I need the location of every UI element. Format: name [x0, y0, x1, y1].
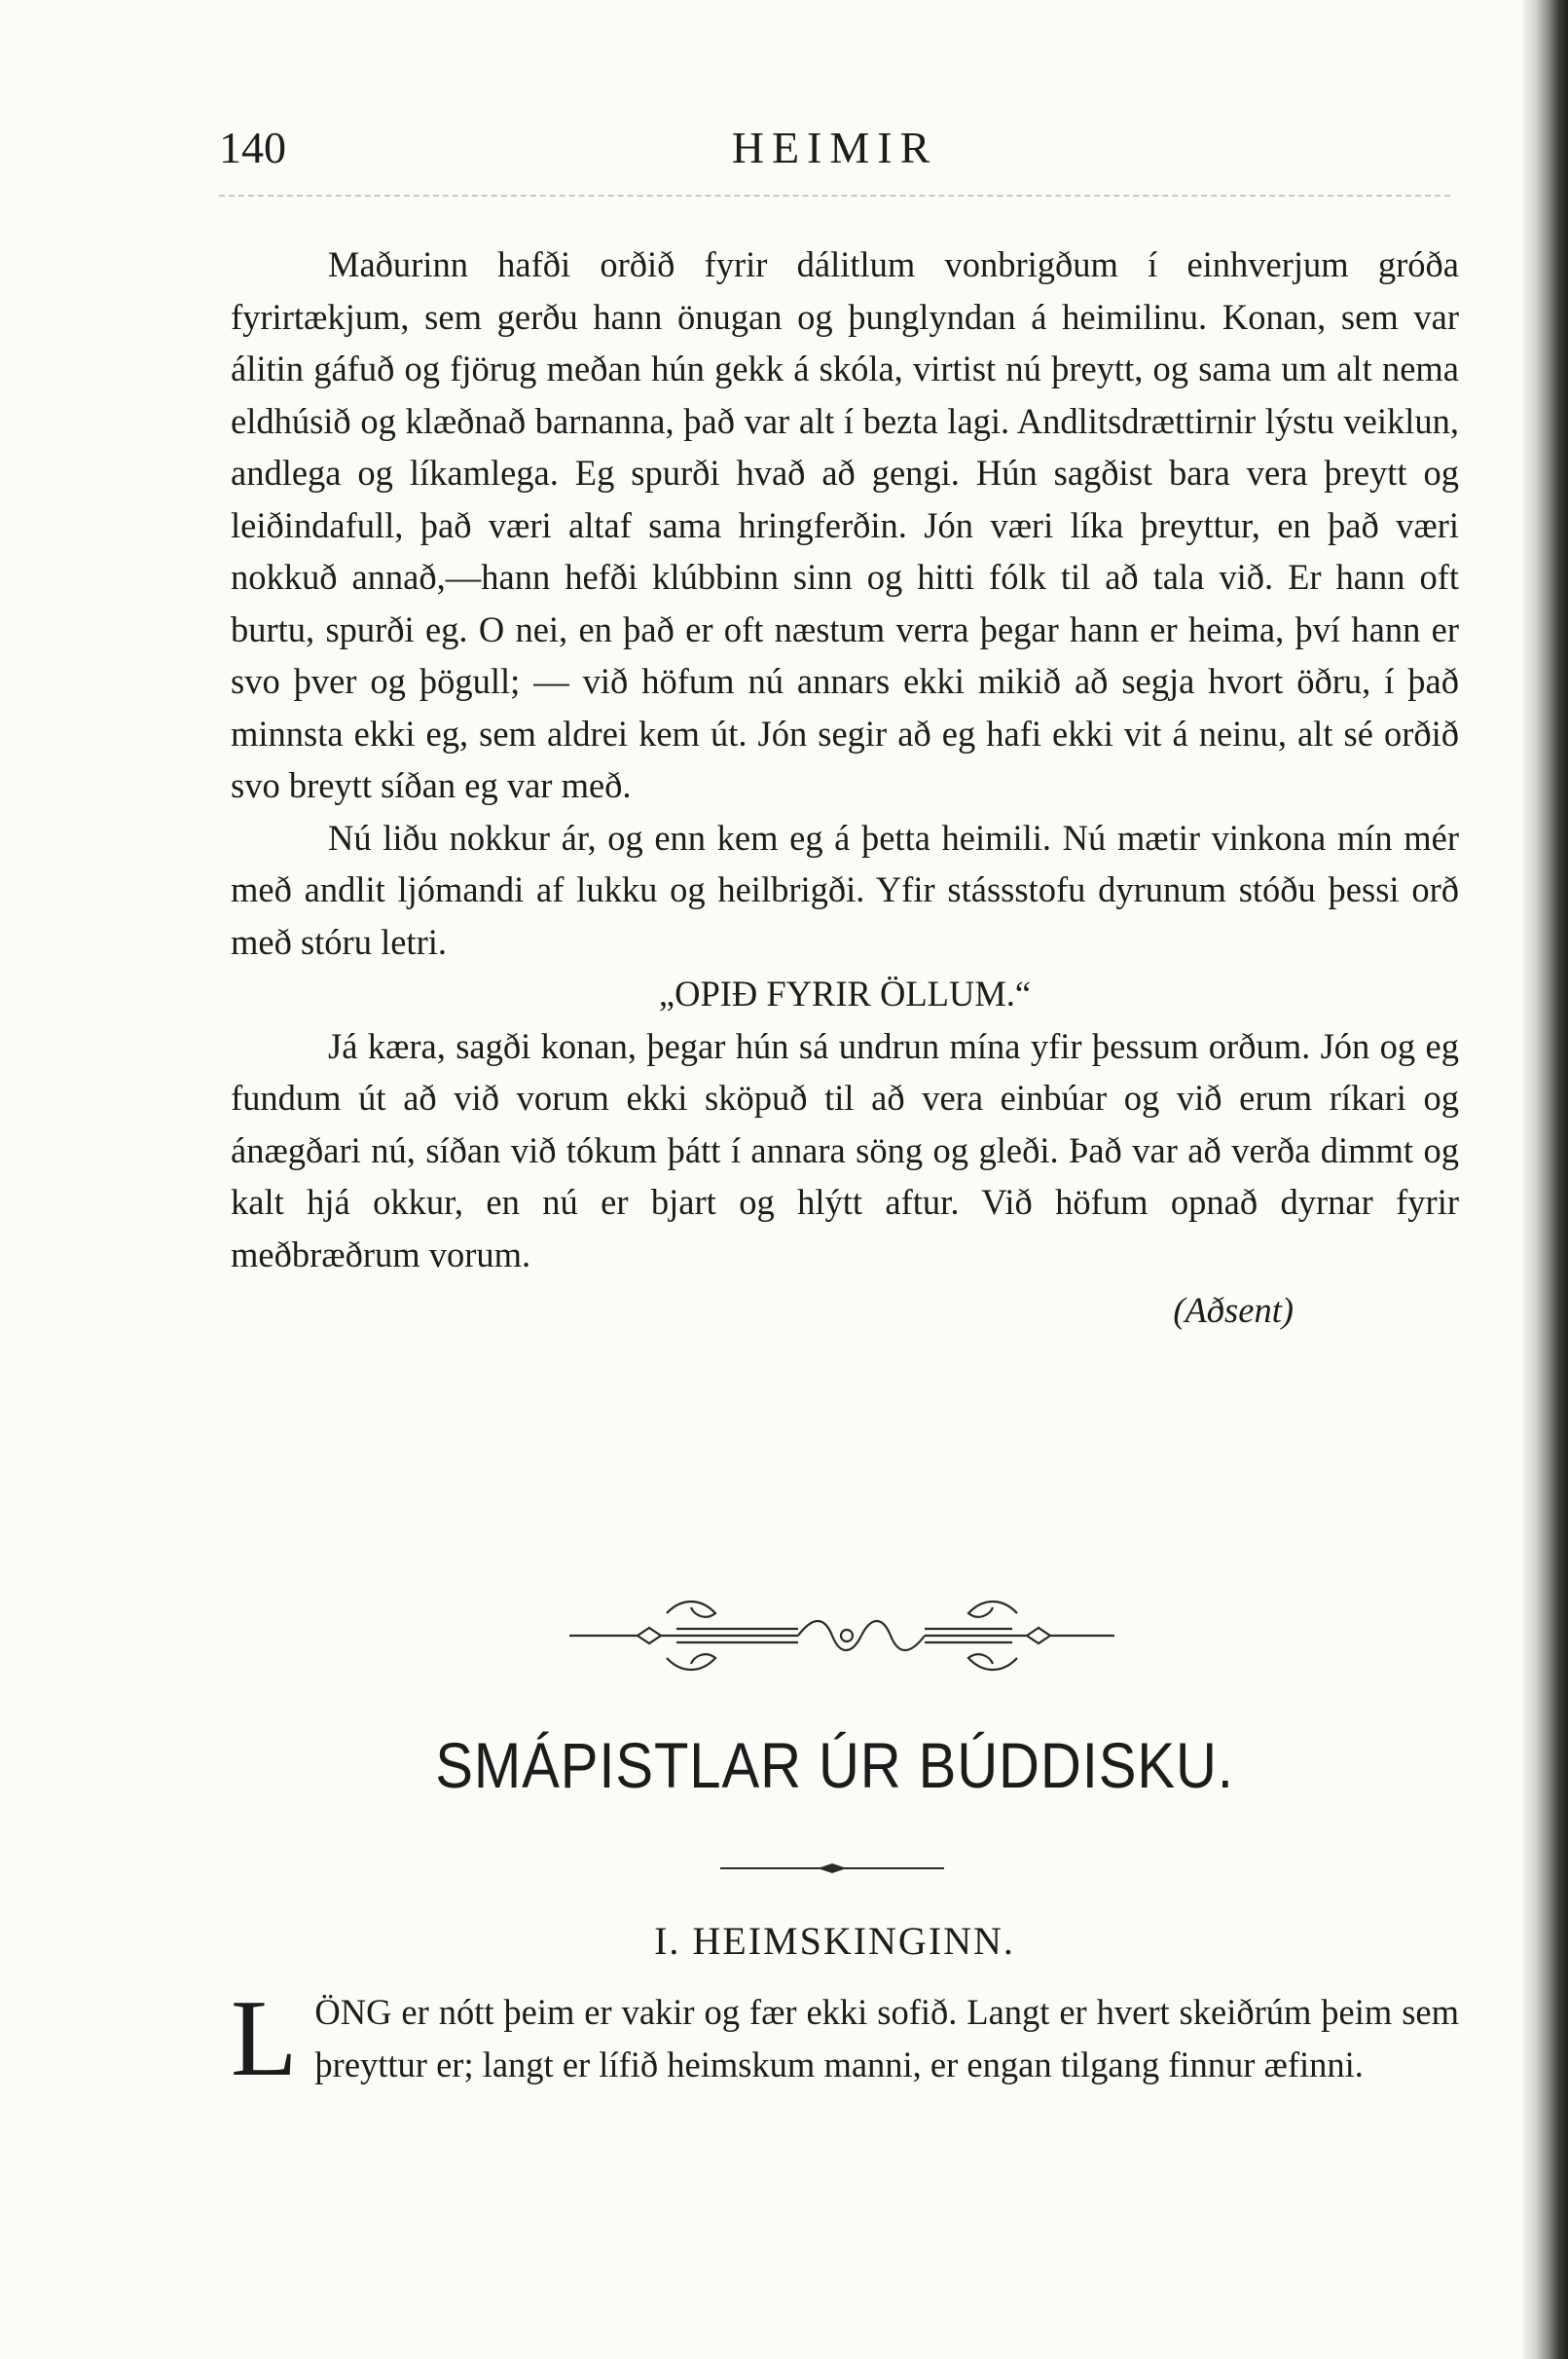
opening-text: ÖNG er nótt þeim er vakir og fær ekki sofið. Langt er hvert skeiðrúm þeim sem þreyttur er; langt er lífið heimskum manni, er engan tilgang finnur æfinni. [314, 1992, 1459, 2084]
header-rule [219, 195, 1450, 197]
sign-text: „OPIÐ FYRIR ÖLLUM.“ [658, 974, 1032, 1014]
article-body [231, 239, 1459, 1337]
subsection-title: I. HEIMSKINGINN. [654, 1919, 1015, 1963]
ornamental-divider [569, 1592, 1114, 1679]
page-number: 140 [219, 123, 286, 172]
paragraph: Maðurinn hafði orðið fyrir dálitlum vonbrigðum í einhverjum gróða fyrirtækjum, sem gerðu hann önugan og þunglyndan á heimilinu. Konan, sem var álitin gáfuð og fjörug meðan hún gekk á skóla, virtist nú þreytt, og sama um alt nema eldhúsið og klæðnað barnanna, það var alt í bezta lagi. Andlitsdrættirnir lýstu veiklun, andlega og líkamlega. Eg spurði hvað að gengi. Hún sagðist bara vera þreytt og leiðindafull, það væri altaf sama hringferðin. Jón væri líka þreyttur, en það væri nokkuð annað,—hann hefði klúbbinn sinn og hitti fólk til að tala við. Er hann oft burtu, spurði eg. O nei, en það er oft næstum verra þegar hann er heima, því hann er svo þver og þögull; — við höfum nú annars ekki mikið að segja hvort öðru, í það minnsta ekki eg, sem aldrei kem út. Jón segir að eg hafi ekki vit á neinu, alt sé orðið svo breytt síðan eg var með. [231, 244, 1459, 805]
signature: (Aðsent) [1173, 1290, 1294, 1330]
book-spine-edge [1523, 0, 1568, 2359]
running-title: HEIMIR [731, 123, 938, 172]
paragraph: Nú liðu nokkur ár, og enn kem eg á þetta heimili. Nú mætir vinkona mín mér með andlit ljómandi af lukku og heilbrigði. Yfir stássstofu dyrunum stóðu þessi orð með stóru letri. [231, 817, 1459, 962]
running-header [219, 122, 1450, 180]
section-opening-paragraph [231, 1978, 1459, 2099]
paragraph: Já kæra, sagði konan, þegar hún sá undrun mína yfir þessum orðum. Jón og eg fundum út að við vorum ekki sköpuð til að vera einbúar og við erum ríkari og ánægðari nú, síðan við tókum þátt í annara söng og gleði. Það var að verða dimmt og kalt hjá okkur, en nú er bjart og hlýtt aftur. Við höfum opnað dyrnar fyrir meðbræðrum vorum. [231, 1025, 1459, 1274]
section-title: SMÁPISTLAR ÚR BÚDDISKU. [435, 1729, 1234, 1801]
drop-cap: L [231, 1978, 298, 2099]
small-divider [720, 1862, 944, 1874]
